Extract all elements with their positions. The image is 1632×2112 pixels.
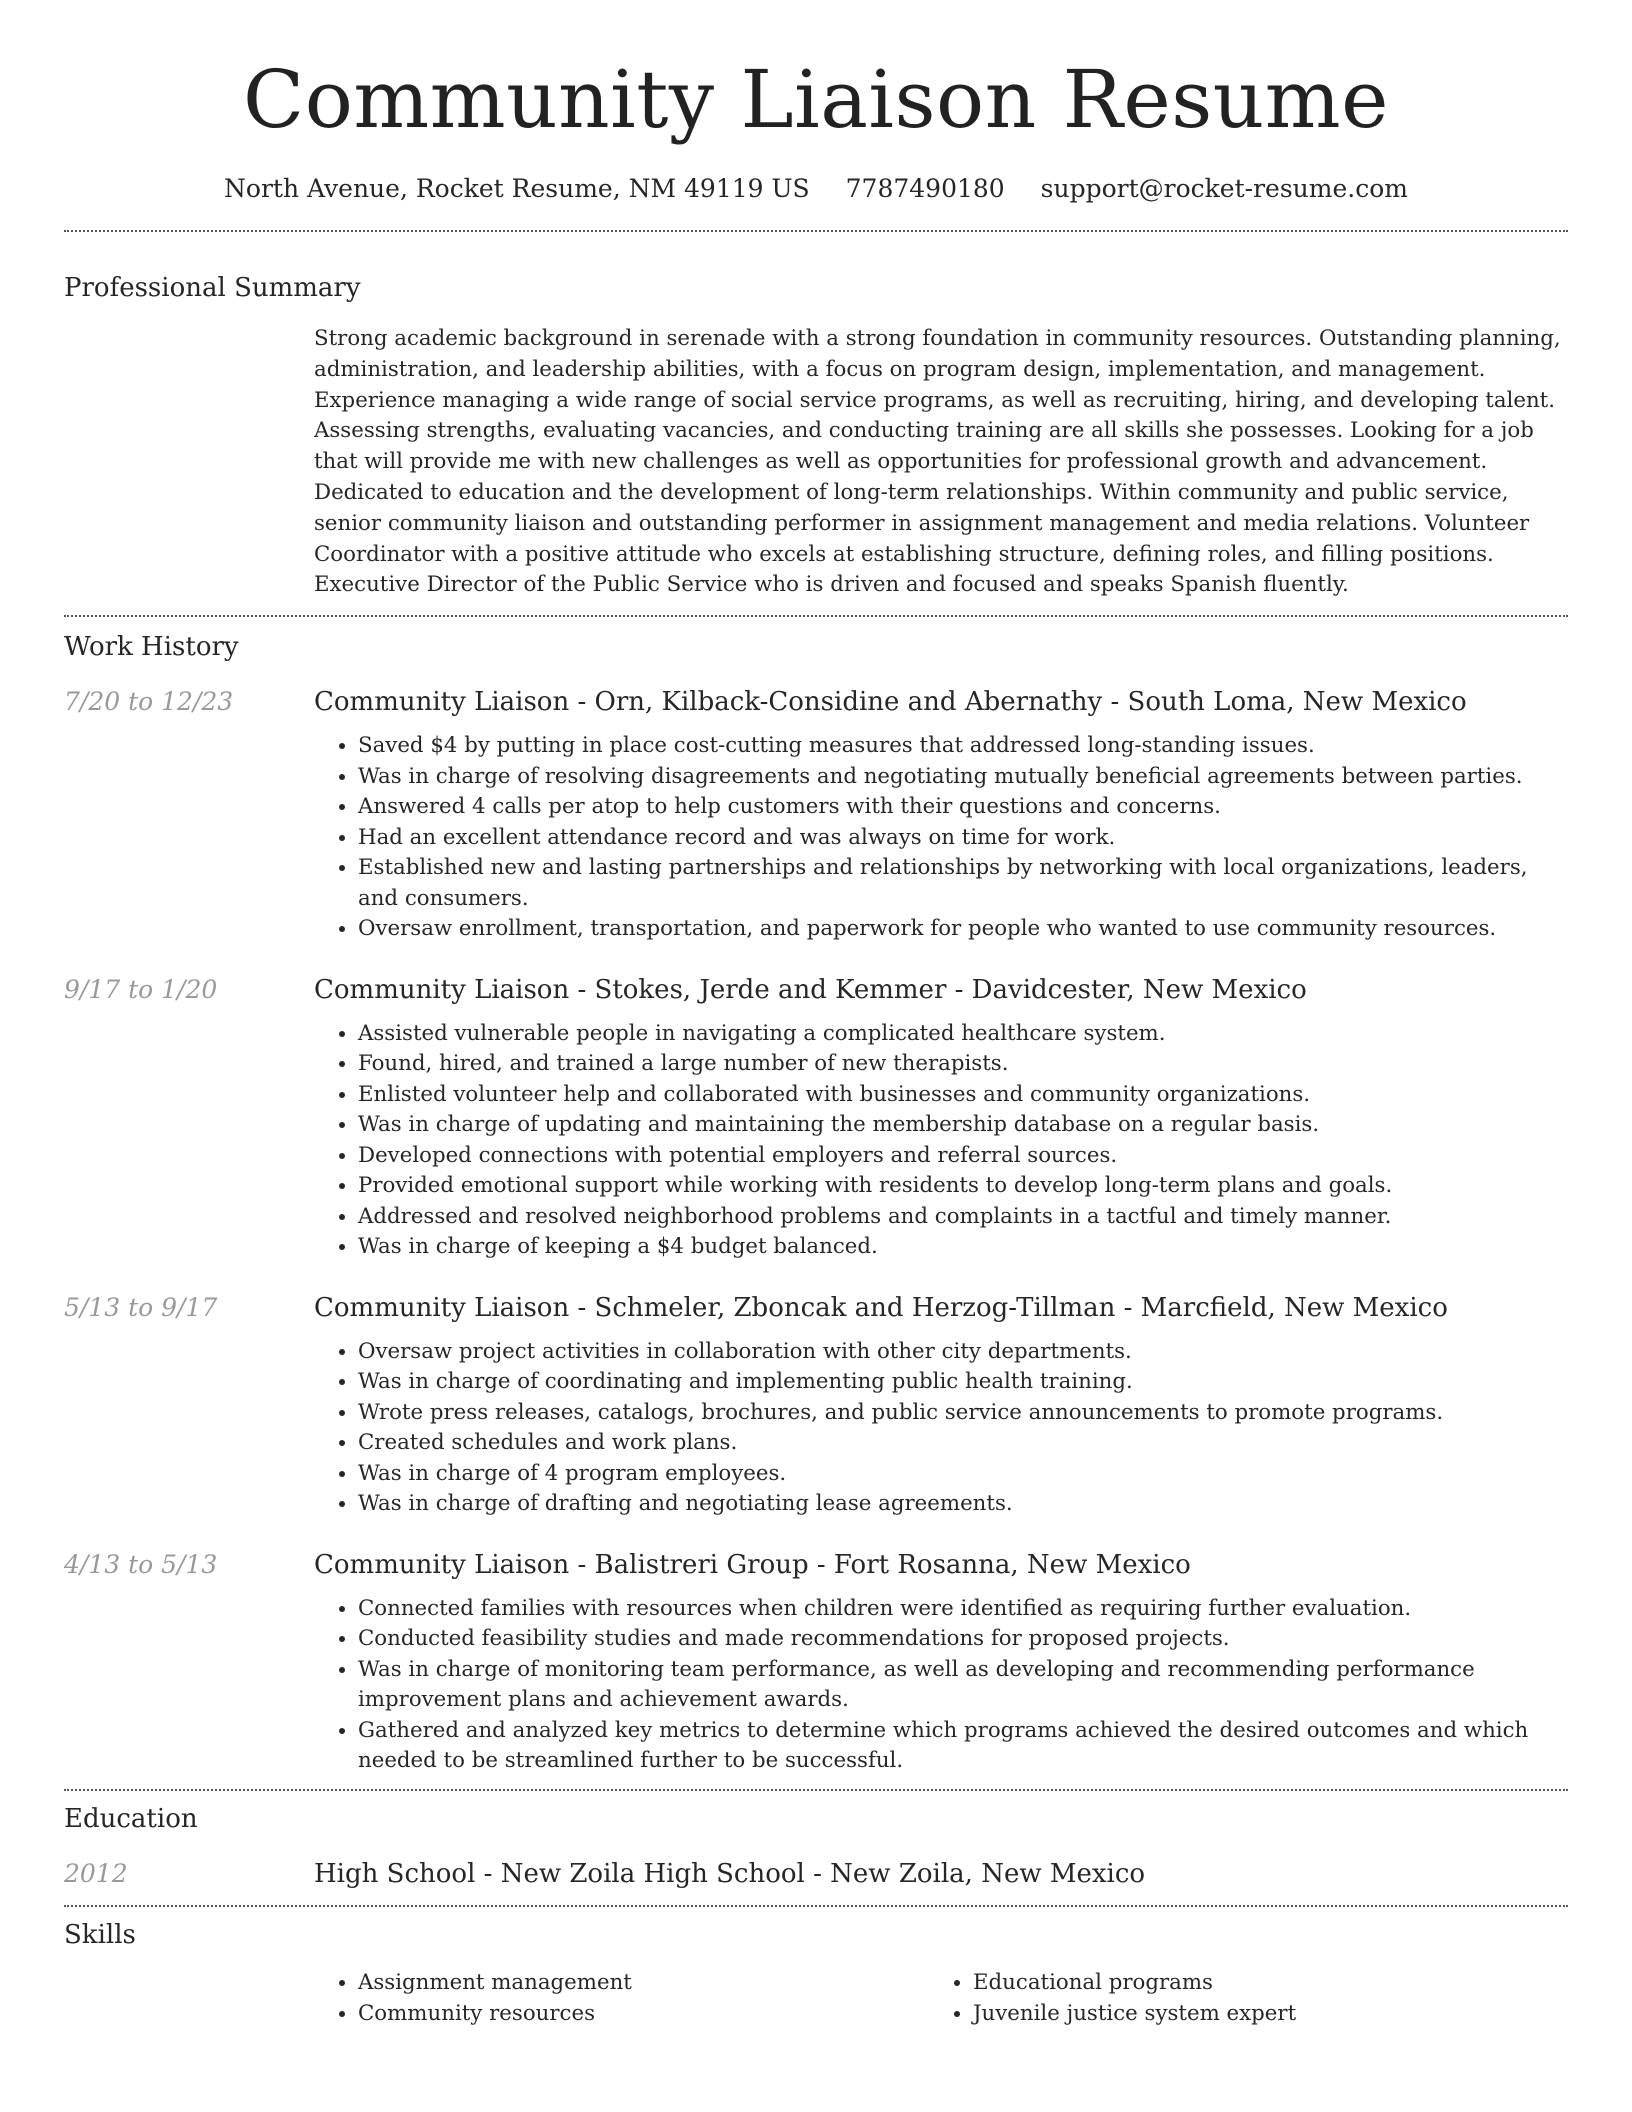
- list-item: • Found, hired, and trained a large number of new therapists.: [358, 1049, 1568, 1080]
- list-item: • Oversaw project activities in collaboration with other city departments.: [358, 1337, 1568, 1368]
- job-title: Community Liaison - Orn, Kilback-Considine and Abernathy - South Loma, New Mexico: [314, 687, 1467, 718]
- job-title: Community Liaison - Schmeler, Zboncak and Herzog-Tillman - Marcfield, New Mexico: [314, 1292, 1448, 1323]
- job-date: 5/13 to 9/17: [64, 1292, 218, 1322]
- list-item: • Had an excellent attendance record and was always on time for work.: [358, 823, 1568, 854]
- list-item: • Was in charge of monitoring team performance, as well as developing and recommending performance improvement plans and achievement awards.: [358, 1655, 1568, 1716]
- job-entry: [64, 1291, 1568, 1520]
- job-bullets: [314, 1337, 1568, 1520]
- education-entry: [64, 1857, 1568, 1891]
- contact-line: [0, 172, 1632, 206]
- list-item: • Assisted vulnerable people in navigating a complicated healthcare system.: [358, 1019, 1568, 1050]
- list-item: • Connected families with resources when children were identified as requiring further evaluation.: [358, 1594, 1568, 1625]
- skill-item: • Educational programs: [973, 1967, 1544, 1998]
- job-bullets: [314, 731, 1568, 945]
- list-item: • Was in charge of resolving disagreements and negotiating mutually beneficial agreements between parties.: [358, 762, 1568, 793]
- job-entry: [64, 685, 1568, 945]
- job-bullets: [314, 1594, 1568, 1777]
- education-section: [0, 1791, 1632, 1891]
- list-item: • Created schedules and work plans.: [358, 1428, 1568, 1459]
- skills-heading: Skills: [64, 1919, 136, 1950]
- list-item: • Saved $4 by putting in place cost-cutting measures that addressed long-standing issues.: [358, 731, 1568, 762]
- list-item: • Conducted feasibility studies and made recommendations for proposed projects.: [358, 1624, 1568, 1655]
- skills-column-right: [929, 1967, 1544, 2029]
- list-item: • Established new and lasting partnerships and relationships by networking with local organizations, leaders, and consumers.: [358, 853, 1568, 914]
- job-title: Community Liaison - Balistreri Group - Fort Rosanna, New Mexico: [314, 1549, 1191, 1580]
- skills-list: [314, 1967, 1568, 2029]
- list-item: • Developed connections with potential employers and referral sources.: [358, 1141, 1568, 1172]
- skills-section: [0, 1907, 1632, 2029]
- summary-section: [0, 232, 1632, 601]
- job-entry: [64, 973, 1568, 1263]
- list-item: • Gathered and analyzed key metrics to determine which programs achieved the desired outcomes and which needed to be streamlined further to be successful.: [358, 1716, 1568, 1777]
- contact-address: North Avenue, Rocket Resume, NM 49119 US: [224, 174, 810, 203]
- list-item: • Oversaw enrollment, transportation, and paperwork for people who wanted to use community resources.: [358, 914, 1568, 945]
- list-item: • Addressed and resolved neighborhood problems and complaints in a tactful and timely manner.: [358, 1202, 1568, 1233]
- resume-title: Community Liaison Resume: [242, 53, 1390, 146]
- education-title: High School - New Zoila High School - New Zoila, New Mexico: [314, 1858, 1146, 1889]
- skill-item: • Juvenile justice system expert: [973, 1998, 1544, 2029]
- list-item: • Enlisted volunteer help and collaborated with businesses and community organizations.: [358, 1080, 1568, 1111]
- skills-column-left: [314, 1967, 929, 2029]
- list-item: • Was in charge of 4 program employees.: [358, 1459, 1568, 1490]
- list-item: • Was in charge of updating and maintaining the membership database on a regular basis.: [358, 1110, 1568, 1141]
- work-history-section: [0, 617, 1632, 1777]
- job-date: 7/20 to 12/23: [64, 687, 234, 717]
- job-date: 9/17 to 1/20: [64, 974, 218, 1004]
- job-entry: [64, 1548, 1568, 1777]
- skill-item: • Assignment management: [358, 1967, 929, 1998]
- list-item: • Was in charge of drafting and negotiating lease agreements.: [358, 1489, 1568, 1520]
- education-date: 2012: [64, 1858, 128, 1888]
- list-item: • Wrote press releases, catalogs, brochures, and public service announcements to promote programs.: [358, 1398, 1568, 1429]
- job-title: Community Liaison - Stokes, Jerde and Kemmer - Davidcester, New Mexico: [314, 974, 1307, 1005]
- list-item: • Answered 4 calls per atop to help customers with their questions and concerns.: [358, 792, 1568, 823]
- contact-phone: 7787490180: [845, 174, 1005, 203]
- list-item: • Was in charge of coordinating and implementing public health training.: [358, 1367, 1568, 1398]
- work-history-heading: Work History: [64, 632, 239, 663]
- skill-item: • Community resources: [358, 1998, 929, 2029]
- summary-text: Strong academic background in serenade with a strong foundation in community resources. Outstanding planning, administration, and leadership abilities, with a focus on program design, implementation, and management. Experience managing a wide range of social service programs, as well as recruiting, hiring, and developing talent. Assessing strengths, evaluating vacancies, and conducting training are all skills she possesses. Looking for a job that will provide me with new challenges as well as opportunities for professional growth and advancement. Dedicated to education and the development of long-term relationships. Within community and public service, senior community liaison and outstanding performer in assignment management and media relations. Volunteer Coordinator with a positive attitude who excels at establishing structure, defining roles, and filling positions. Executive Director of the Public Service who is driven and focused and speaks Spanish fluently.: [314, 326, 1561, 598]
- summary-heading: Professional Summary: [64, 273, 361, 303]
- list-item: • Was in charge of keeping a $4 budget balanced.: [358, 1232, 1568, 1263]
- job-bullets: [314, 1019, 1568, 1263]
- list-item: • Provided emotional support while working with residents to develop long-term plans and goals.: [358, 1171, 1568, 1202]
- job-date: 4/13 to 5/13: [64, 1549, 218, 1579]
- contact-email: support@rocket-resume.com: [1040, 174, 1408, 203]
- education-heading: Education: [64, 1803, 198, 1834]
